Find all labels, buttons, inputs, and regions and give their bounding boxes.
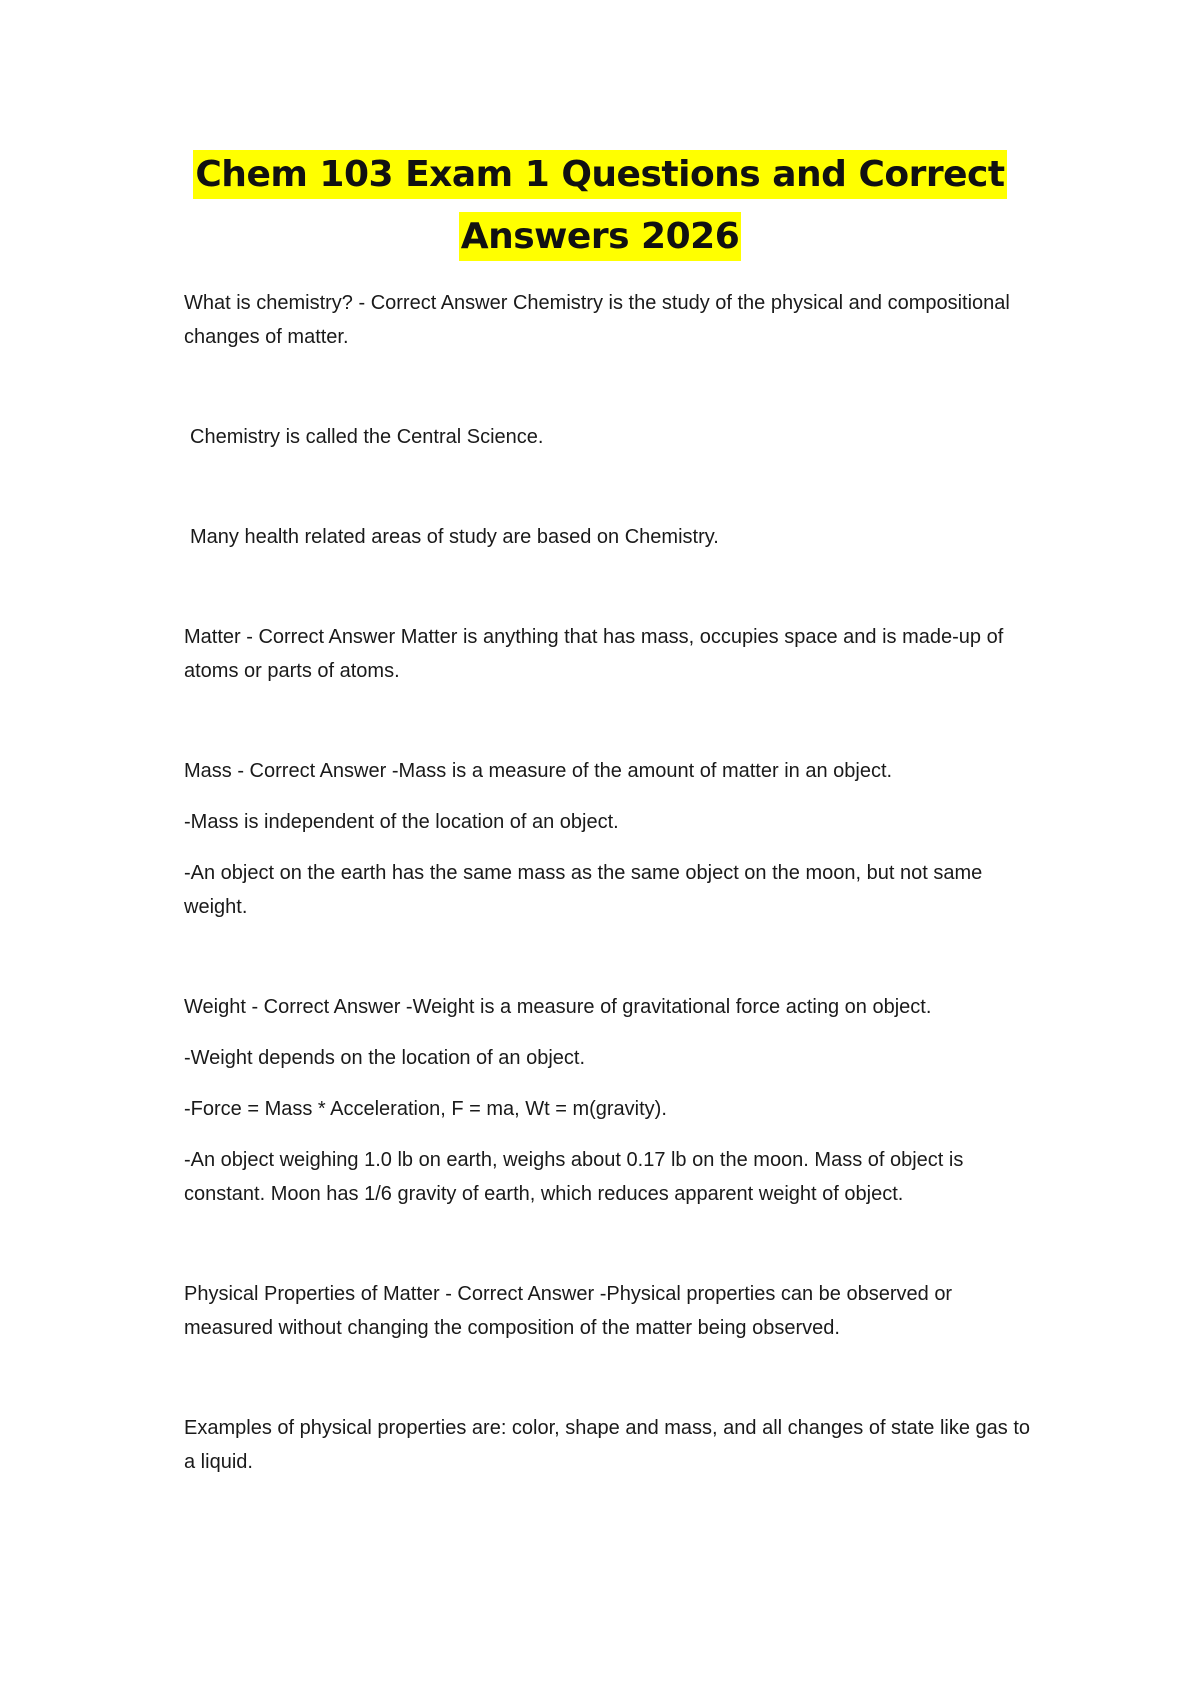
paragraph-physical-properties: Physical Properties of Matter - Correct Answer -Physical properties can be observed or measured without changing the composition of the matter being observed. [184,1283,953,1339]
document-body [184,286,1034,1479]
title-line-1: Chem 103 Exam 1 Questions and Correct [193,150,1006,199]
paragraph-health-areas: Many health related areas of study are based on Chemistry. [190,526,719,548]
paragraph-force-formula: -Force = Mass * Acceleration, F = ma, Wt = m(gravity). [184,1098,667,1120]
paragraph-weight-moon: -An object weighing 1.0 lb on earth, weighs about 0.17 lb on the moon. Mass of object is constant. Moon has 1/6 gravity of earth, which reduces apparent weight of object. [184,1149,964,1205]
paragraph-matter: Matter - Correct Answer Matter is anything that has mass, occupies space and is made-up of atoms or parts of atoms. [184,626,1004,682]
document-title [0,144,1200,268]
paragraph-physical-examples: Examples of physical properties are: color, shape and mass, and all changes of state like gas to a liquid. [184,1417,1031,1473]
paragraph-central-science: Chemistry is called the Central Science. [190,426,544,448]
paragraph-weight-location: -Weight depends on the location of an object. [184,1047,586,1069]
paragraph-mass-independent: -Mass is independent of the location of an object. [184,811,619,833]
paragraph-mass-moon: -An object on the earth has the same mass as the same object on the moon, but not same weight. [184,862,983,918]
title-line-2: Answers 2026 [459,212,742,261]
paragraph-what-is-chemistry: What is chemistry? - Correct Answer Chemistry is the study of the physical and compositional changes of matter. [184,292,1010,348]
paragraph-mass: Mass - Correct Answer -Mass is a measure of the amount of matter in an object. [184,760,893,782]
paragraph-weight: Weight - Correct Answer -Weight is a measure of gravitational force acting on object. [184,996,932,1018]
